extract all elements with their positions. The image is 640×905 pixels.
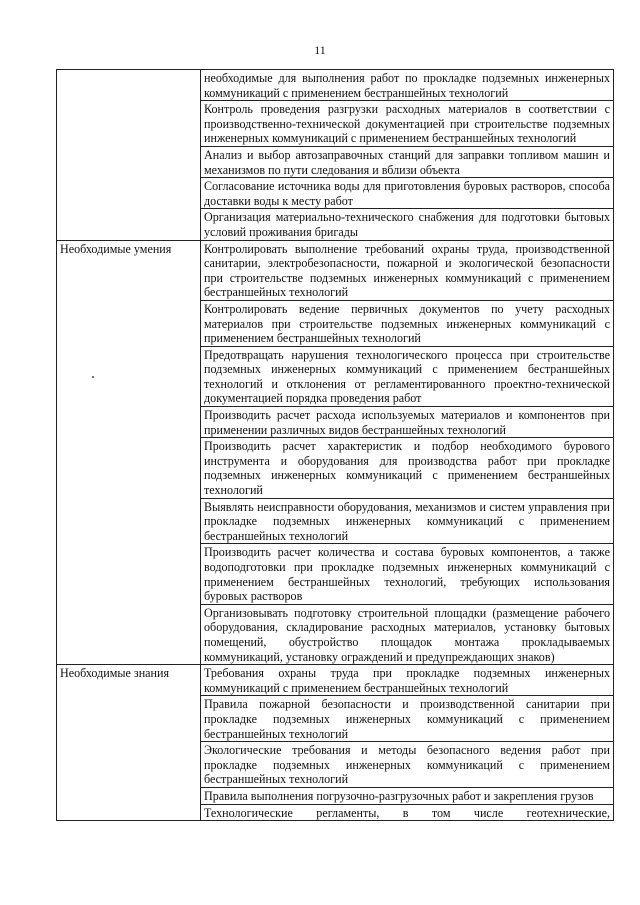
table-cell: Контролировать ведение первичных документов по учету расходных материалов при строительстве подземных инженерных коммуникаций с применением бестраншейных технологий: [201, 300, 614, 346]
table-cell: Требования охраны труда при прокладке подземных инженерных коммуникаций с применением бестраншейных технологий: [201, 665, 614, 696]
table-cell: Согласование источника воды для приготовления буровых растворов, способа доставки воды к месту работ: [201, 178, 614, 209]
table-cell: Организовывать подготовку строительной площадки (размещение рабочего оборудования, складирование расходных материалов, установку бытовых помещений, обустройство площадок монтажа прокладываемых коммуникаций, установку ограждений и предупреждающих знаков): [201, 604, 614, 664]
requirements-table: [56, 69, 614, 821]
table-cell: Выявлять неисправности оборудования, механизмов и систем управления при прокладке подземных инженерных коммуникаций с применением бестраншейных технологий: [201, 498, 614, 544]
page-number: 11: [314, 43, 326, 57]
table-cell: Анализ и выбор автозаправочных станций для заправки топливом машин и механизмов по пути следования и вблизи объекта: [201, 146, 614, 177]
table-cell: Технологические регламенты, в том числе геотехнические,: [201, 804, 614, 821]
row-label-knowledge: Необходимые знания: [57, 665, 201, 821]
table-cell: необходимые для выполнения работ по прокладке подземных инженерных коммуникаций с применением бестраншейных технологий: [201, 70, 614, 101]
table-row: [57, 240, 614, 300]
table-row: [57, 70, 614, 101]
table-cell: Правила пожарной безопасности и производственной санитарии при прокладке подземных инженерных коммуникаций с применением бестраншейных технологий: [201, 696, 614, 742]
table-cell: Производить расчет характеристик и подбор необходимого бурового инструмента и оборудования для производства работ при прокладке подземных инженерных коммуникаций с применением бестраншейных технологий: [201, 438, 614, 498]
table-cell: Экологические требования и методы безопасного ведения работ при прокладке подземных инженерных коммуникаций с применением бестраншейных технологий: [201, 742, 614, 788]
table-cell: Правила выполнения погрузочно-разгрузочных работ и закрепления грузов: [201, 787, 614, 804]
table-cell: Контролировать выполнение требований охраны труда, производственной санитарии, электробезопасности, пожарной и экологической безопасности при строительстве подземных инженерных коммуникаций с применением бестраншейных технологий: [201, 240, 614, 300]
table-cell: Организация материально-технического снабжения для подготовки бытовых условий проживания бригады: [201, 209, 614, 240]
row-label-skills: Необходимые умения: [57, 240, 201, 665]
table-cell: Предотвращать нарушения технологического процесса при строительстве подземных инженерных коммуникаций с применением бестраншейных технологий и отклонения от регламентированного проектно-технической документацией порядка проведения работ: [201, 346, 614, 406]
table-cell: Контроль проведения разгрузки расходных материалов в соответствии с производственно-технической документацией при строительстве подземных инженерных коммуникаций с применением бестраншейных технологий: [201, 101, 614, 147]
table-cell: Производить расчет количества и состава буровых компонентов, а также водоподготовки при прокладке подземных инженерных коммуникаций с применением бестраншейных технологий, требующих использования буровых растворов: [201, 544, 614, 604]
row-label-continuation: [57, 70, 201, 241]
scan-mark: [92, 376, 94, 378]
table-row: [57, 665, 614, 696]
table-cell: Производить расчет расхода используемых материалов и компонентов при применении различных видов бестраншейных технологий: [201, 407, 614, 438]
